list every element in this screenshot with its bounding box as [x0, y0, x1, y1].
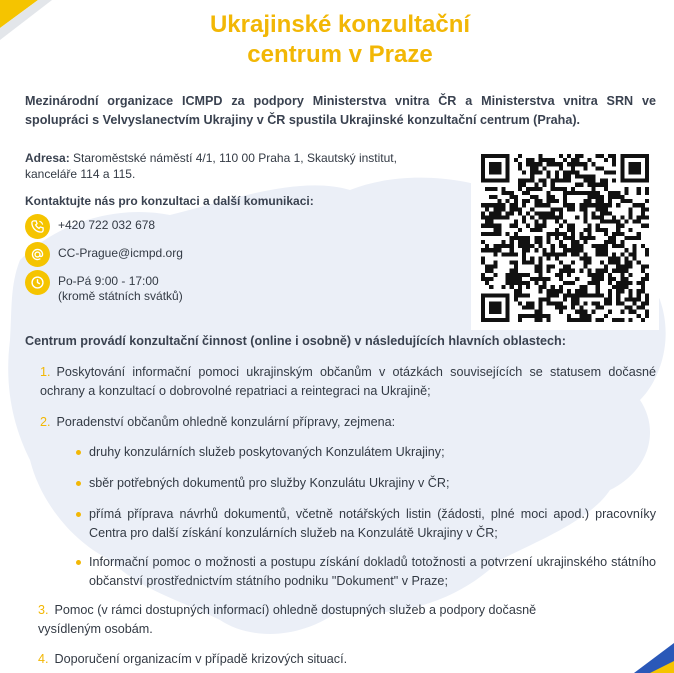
bullet-dot	[76, 450, 81, 455]
list-item-text: Doporučení organizacím v případě krizových situací.	[54, 652, 348, 666]
contact-phone[interactable]: +420 722 032 678	[58, 218, 156, 232]
bullet-item	[76, 443, 656, 462]
list-item-number: 1.	[40, 365, 51, 379]
list-item-text: Poradenství občanům ohledně konzulární přípravy, zejmena:	[56, 415, 396, 429]
bullet-dot	[76, 560, 81, 565]
list-item	[38, 601, 598, 639]
title-line-2: centrum v Praze	[247, 41, 433, 68]
address-label: Adresa:	[25, 151, 70, 165]
qr-code[interactable]	[471, 146, 659, 330]
bullet-dot	[76, 512, 81, 517]
address-value: Staroměstské náměstí 4/1, 110 00 Praha 1, Skautský institut, kanceláře 114 a 115.	[25, 151, 397, 181]
hours-line-1: Po-Pá 9:00 - 17:00	[58, 274, 159, 288]
list-item	[40, 413, 656, 432]
contact-email-row	[25, 242, 183, 267]
contact-hours	[58, 270, 183, 304]
bullet-text: druhy konzulárních služeb poskytovaných Konzulátem Ukrajiny;	[89, 445, 445, 459]
contact-phone-row	[25, 214, 155, 239]
contact-email[interactable]: CC-Prague@icmpd.org	[58, 246, 183, 260]
bullet-dot	[76, 481, 81, 486]
contact-hours-row	[25, 270, 183, 304]
page-title	[140, 10, 540, 70]
list-item-text: Pomoc (v rámci dostupných informací) ohledně dostupných služeb a podpory dočasně vysídleným osobám.	[38, 603, 537, 636]
qr-code-image	[481, 154, 649, 322]
address-block	[25, 150, 425, 182]
phone-icon	[25, 214, 50, 239]
list-item-text: Poskytování informační pomoci ukrajinským občanům v otázkách souvisejících se statusem dočasné ochrany a konzultací o dobrovolné repatriaci a reintegraci na Ukrajině;	[40, 365, 656, 398]
bullet-text: sběr potřebných dokumentů pro služby Konzulátu Ukrajiny v ČR;	[89, 476, 450, 490]
bullet-item	[76, 474, 656, 493]
clock-icon	[25, 270, 50, 295]
bullet-item	[76, 553, 656, 591]
contact-title: Kontaktujte nás pro konzultaci a další komunikaci:	[25, 194, 314, 208]
bullet-item	[76, 505, 656, 543]
bullet-text: Informační pomoc o možnosti a postupu získání dokladů totožnosti a potvrzení ukrajinského státního občanství prostřednictvím státního podniku "Dokument" v Praze;	[89, 555, 656, 588]
hours-line-2: (kromě státních svátků)	[58, 289, 183, 303]
center-activities-title: Centrum provádí konzultační činnost (online i osobně) v následujících hlavních oblastech:	[25, 334, 566, 348]
at-icon	[25, 242, 50, 267]
title-line-1: Ukrajinské konzultační	[209, 11, 471, 38]
list-item-number: 2.	[40, 415, 51, 429]
list-item	[38, 650, 638, 669]
bullet-text: přímá příprava návrhů dokumentů, včetně notářských listin (žádosti, plné moci apod.) pracovníky Centra pro další získání konzulárních služeb na Konzulátě Ukrajiny v ČR;	[89, 507, 656, 540]
list-item-number: 4.	[38, 652, 49, 666]
intro-paragraph: Mezinárodní organizace ICMPD za podpory Ministerstva vnitra ČR a Ministerstva vnitra SRN ve spolupráci s Velvyslanectvím Ukrajiny v ČR spustila Ukrajinské konzultační centrum (Praha).	[25, 94, 656, 127]
list-item	[40, 363, 656, 401]
list-item-number: 3.	[38, 603, 49, 617]
